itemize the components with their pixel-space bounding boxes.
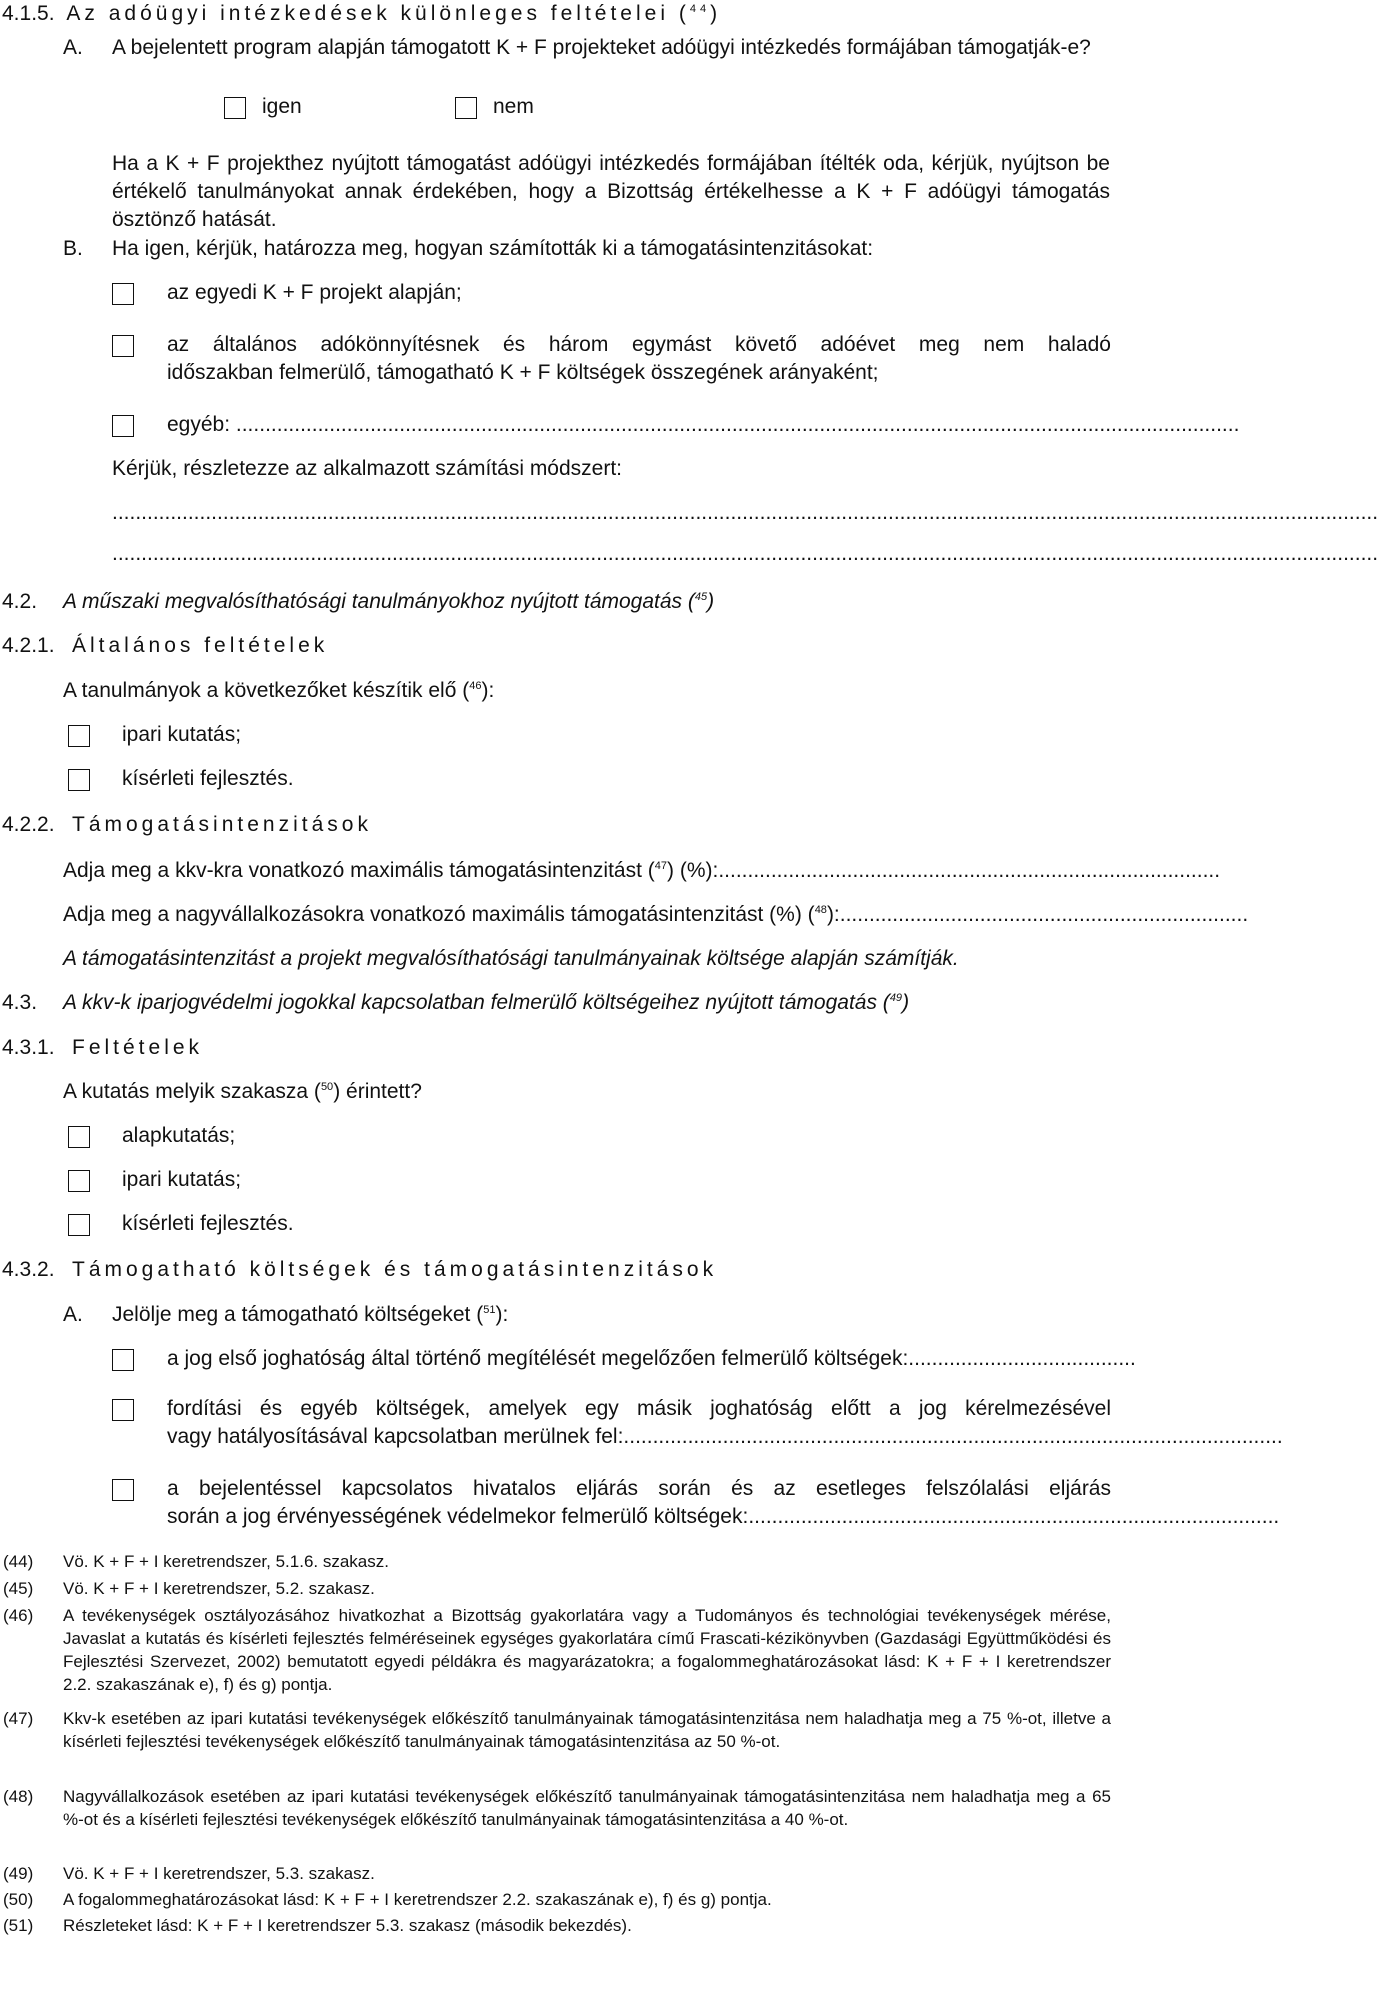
defence-costs-line1: a bejelentéssel kapcsolatos hivatalos eljárás során és az esetleges felszólalási eljárás [167,1477,1111,1500]
industrial-research-label: ipari kutatás; [122,723,242,746]
pre-grant-costs-checkbox[interactable] [112,1349,134,1371]
footnote-48-text: Nagyvállalkozások esetében az ipari kutatási tevékenységek előkészítő tanulmányainak támogatásintenzitása nem haladhatja meg a 65 %-ot és a kísérleti fejlesztési tevékenységek előkészítő tanulmányainak támogatásintenzitása a 40 %-ot. [63,1787,1111,1829]
footnote-51-number: (51) [3,1916,34,1935]
section-4-2-title: A műszaki megvalósíthatósági tanulmányokhoz nyújtott támogatás ($^{45}$) [63,590,715,613]
translation-costs-line1: fordítási és egyéb költségek, amelyek egy másik joghatóság előtt a jog kérelmezésével [167,1397,1111,1420]
large-intensity-field[interactable]: Adja meg a nagyvállalkozásokra vonatkozó maximális támogatásintenzitást (%) ($^{48}$):...................................................................... [63,903,1249,926]
igen-label: igen [262,95,302,118]
sme-intensity-field[interactable]: Adja meg a kkv-kra vonatkozó maximális támogatásintenzitást ($^{47}$) (%):...................................................................................... [63,859,1221,882]
footnote-45-text: Vö. K + F + I keretrendszer, 5.2. szakasz. [63,1579,375,1598]
experimental-dev-checkbox[interactable] [68,769,90,791]
footnote-50-text: A fogalommeghatározásokat lásd: K + F + I keretrendszer 2.2. szakaszának e), f) és g) pontja. [63,1890,772,1909]
footnote-45-number: (45) [3,1579,34,1598]
footnote-46-number: (46) [3,1606,34,1625]
tax-ratio-line1: az általános adókönnyítésnek és három egymást követő adóévet meg nem haladó [167,333,1111,356]
basic-research-checkbox[interactable] [68,1126,90,1148]
defence-costs-checkbox[interactable] [112,1479,134,1501]
section-4-2-2-number: 4.2.2. [2,813,55,836]
method-label: Kérjük, részletezze az alkalmazott számítási módszert: [112,457,623,480]
footnote-47-text: Kkv-k esetében az ipari kutatási tevékenységek előkészítő tanulmányainak támogatásintenzitása nem haladhatja meg a 75 %-ot, illetve a kísérleti fejlesztési tevékenységek előkészítő tanulmányainak támogatásintenzitása az 50 %-ot. [63,1709,1111,1751]
footnote-44-text: Vö. K + F + I keretrendszer, 5.1.6. szakasz. [63,1552,389,1571]
question-a-label: A. [63,36,83,59]
eligible-costs-label: A. [63,1303,83,1326]
nem-checkbox[interactable] [455,97,477,119]
section-4-3-number: 4.3. [2,991,38,1014]
section-4-3-title: A kkv-k iparjogvédelmi jogokkal kapcsolatban felmerülő költségeihez nyújtott támogatás ($^{49}$) [63,991,910,1014]
studies-intro: A tanulmányok a következőket készítik elő ($^{46}$): [63,679,495,702]
experimental-dev-label: kísérleti fejlesztés. [122,767,294,790]
other-field[interactable]: egyéb: ............................................................................................................................................................................ [167,413,1240,436]
eligible-costs-intro: Jelölje meg a támogatható költségeket ($^{51}$): [112,1303,509,1326]
experimental-dev-2-label: kísérleti fejlesztés. [122,1212,294,1235]
footnote-50-number: (50) [3,1890,34,1909]
question-b-text: Ha igen, kérjük, határozza meg, hogyan számították ki a támogatásintenzitásokat: [112,237,874,260]
translation-costs-checkbox[interactable] [112,1399,134,1421]
section-4-2-number: 4.2. [2,590,38,613]
experimental-dev-2-checkbox[interactable] [68,1214,90,1236]
tax-ratio-checkbox[interactable] [112,335,134,357]
section-4-2-1-number: 4.2.1. [2,634,55,657]
section-4-2-2-title: Támogatásintenzitások [72,813,372,836]
section-number: 4.1.5. [2,2,55,25]
translation-costs-field[interactable]: vagy hatályosításával kapcsolatban merülnek fel:................................................................................................................. [167,1425,1283,1448]
tax-ratio-line2: időszakban felmerülő, támogatható K + F költségek összegének arányaként; [167,361,879,384]
section-4-3-1-title: Feltételek [72,1036,204,1059]
nem-label: nem [493,95,534,118]
question-a-text: A bejelentett program alapján támogatott K + F projekteket adóügyi intézkedés formájában támogatják-e? [112,36,1091,59]
footnote-51-text: Részleteket lásd: K + F + I keretrendszer 5.3. szakasz (második bekezdés). [63,1916,632,1935]
section-4-3-2-title: Támogatható költségek és támogatásintenzitások [72,1258,718,1281]
method-dots-line1[interactable]: ......................................................................................................................................................................................................................... [112,501,1378,524]
per-project-checkbox[interactable] [112,283,134,305]
intensity-note: A támogatásintenzitást a projekt megvalósíthatósági tanulmányainak költsége alapján számítják. [63,947,959,970]
section-4-2-1-title: Általános feltételek [72,634,329,657]
section-title: Az adóügyi intézkedések különleges feltételei ($^{44}$) [66,2,722,25]
section-4-3-1-number: 4.3.1. [2,1036,55,1059]
basic-research-label: alapkutatás; [122,1124,236,1147]
industrial-research-2-label: ipari kutatás; [122,1168,242,1191]
per-project-label: az egyedi K + F projekt alapján; [167,281,462,304]
footnote-46-text: A tevékenységek osztályozásához hivatkozhat a Bizottság gyakorlatára vagy a Tudományos és technológiai tevékenységek mérése, Javaslat a kutatás és kísérleti fejlesztés felméréseinek egységes gyakorlatára című Frascati-kézikönyvben (Gazdasági Együttműködési és Fejlesztési Szervezet, 2002) bemutatott egyedi példákra és magyarázatokra; a fogalommeghatározásokat lásd: K + F + I keretrendszer 2.2. szakaszának e), f) és g) pontja. [63,1606,1111,1694]
industrial-research-2-checkbox[interactable] [68,1170,90,1192]
footnote-49-text: Vö. K + F + I keretrendszer, 5.3. szakasz. [63,1864,375,1883]
industrial-research-checkbox[interactable] [68,725,90,747]
question-a-note: Ha a K + F projekthez nyújtott támogatást adóügyi intézkedés formájában ítélték oda, kérjük, nyújtson be értékelő tanulmányokat annak érdekében, hogy a Bizottság értékelhesse a K + F adóügyi támogatás ösztönző hatását. [112,152,1110,231]
method-dots-line2[interactable]: ......................................................................................................................................................................................................................... [112,542,1378,565]
footnote-49-number: (49) [3,1864,34,1883]
question-b-label: B. [63,237,83,260]
igen-checkbox[interactable] [224,97,246,119]
other-checkbox[interactable] [112,415,134,437]
section-4-1-5-heading [2,0,721,28]
research-stage-question: A kutatás melyik szakasza ($^{50}$) érintett? [63,1080,422,1103]
defence-costs-field[interactable]: során a jog érvényességének védelmekor felmerülő költségek:........................................................................................... [167,1505,1280,1528]
footnote-48-number: (48) [3,1787,34,1806]
section-4-3-2-number: 4.3.2. [2,1258,55,1281]
pre-grant-costs-field[interactable]: a jog első joghatóság által történő megítélését megelőzően felmerülő költségek:....................................... [167,1347,1136,1370]
footnote-44-number: (44) [3,1552,34,1571]
footnote-47-number: (47) [3,1709,34,1728]
